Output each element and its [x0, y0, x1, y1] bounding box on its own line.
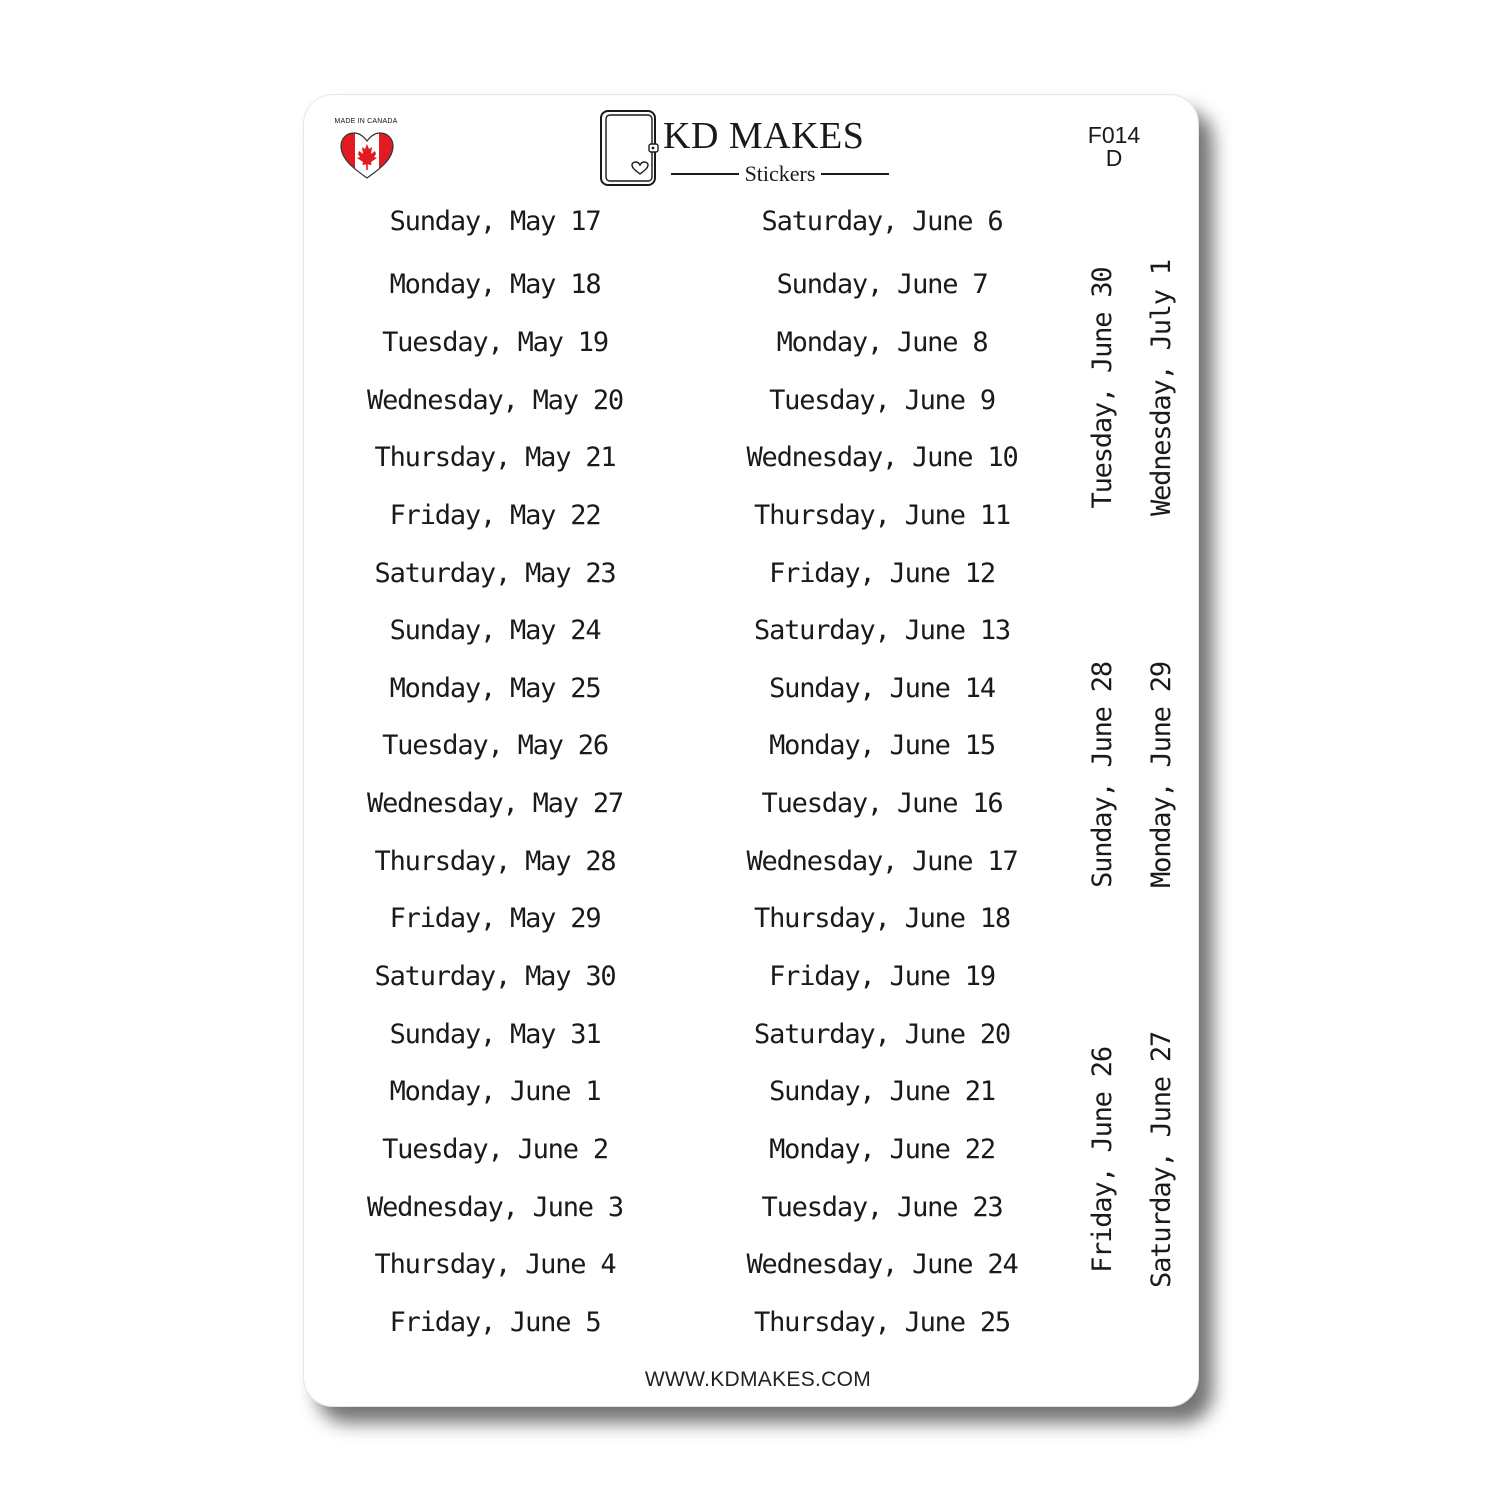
date-sticker: Wednesday, June 10	[746, 442, 1018, 473]
date-sticker: Saturday, June 6	[761, 206, 1003, 237]
date-sticker: Wednesday, June 24	[746, 1249, 1018, 1280]
date-sticker: Monday, June 15	[769, 730, 995, 761]
date-sticker: Friday, June 5	[389, 1307, 601, 1338]
vertical-date-text: Sunday, June 28	[1087, 662, 1118, 888]
sheet-code	[1080, 124, 1148, 170]
date-sticker: Thursday, June 4	[374, 1249, 616, 1280]
sheet-code-line1: F014	[1087, 122, 1141, 148]
date-sticker: Wednesday, May 20	[367, 385, 623, 416]
date-sticker: Sunday, June 7	[776, 269, 988, 300]
logo-rule-right	[821, 173, 889, 175]
website-url: WWW.KDMAKES.COM	[644, 1368, 872, 1391]
date-sticker: Friday, June 19	[769, 961, 995, 992]
date-sticker: Thursday, June 11	[754, 500, 1010, 531]
date-sticker: Sunday, May 17	[389, 206, 601, 237]
made-in-canada-label: MADE IN CANADA	[334, 118, 398, 125]
date-sticker: Thursday, May 21	[374, 442, 616, 473]
made-in-canada-badge	[331, 118, 401, 180]
date-sticker: Tuesday, June 9	[769, 385, 995, 416]
date-sticker: Saturday, June 20	[754, 1019, 1010, 1050]
date-sticker: Thursday, June 25	[754, 1307, 1010, 1338]
date-sticker: Tuesday, May 19	[382, 327, 608, 358]
date-sticker: Saturday, May 23	[374, 558, 616, 589]
canada-heart-flag-icon	[338, 130, 396, 180]
date-sticker: Tuesday, June 2	[382, 1134, 608, 1165]
logo-subtitle	[671, 160, 889, 188]
date-sticker: Wednesday, May 27	[367, 788, 623, 819]
date-sticker: Saturday, May 30	[374, 961, 616, 992]
date-sticker: Friday, June 12	[769, 558, 995, 589]
date-sticker: Sunday, May 31	[389, 1019, 601, 1050]
vertical-date-text: Tuesday, June 30	[1087, 267, 1118, 509]
date-sticker: Wednesday, June 17	[746, 846, 1018, 877]
date-sticker: Saturday, June 13	[754, 615, 1010, 646]
date-sticker: Friday, May 22	[389, 500, 601, 531]
logo-title: KD MAKES	[663, 115, 865, 157]
date-sticker: Sunday, June 14	[769, 673, 995, 704]
vertical-date-text: Friday, June 26	[1087, 1047, 1118, 1273]
date-sticker: Monday, June 8	[776, 327, 988, 358]
date-sticker: Monday, May 18	[389, 269, 601, 300]
vertical-date-text: Saturday, June 27	[1146, 1032, 1177, 1288]
date-sticker: Sunday, May 24	[389, 615, 601, 646]
sheet-code-line2: D	[1105, 145, 1123, 171]
kd-makes-logo	[597, 108, 897, 190]
planner-notebook-icon	[597, 108, 661, 188]
vertical-date-text: Monday, June 29	[1146, 662, 1177, 888]
vertical-date-text: Wednesday, July 1	[1146, 260, 1177, 516]
date-sticker: Thursday, May 28	[374, 846, 616, 877]
date-sticker: Monday, June 1	[389, 1076, 601, 1107]
date-sticker: Tuesday, June 23	[761, 1192, 1003, 1223]
logo-rule-left	[671, 173, 739, 175]
date-sticker: Tuesday, June 16	[761, 788, 1003, 819]
date-sticker: Wednesday, June 3	[367, 1192, 623, 1223]
date-sticker: Thursday, June 18	[754, 903, 1010, 934]
date-sticker: Friday, May 29	[389, 903, 601, 934]
date-sticker: Monday, May 25	[389, 673, 601, 704]
date-sticker: Tuesday, May 26	[382, 730, 608, 761]
logo-subtitle-text: Stickers	[744, 161, 816, 186]
date-sticker: Sunday, June 21	[769, 1076, 995, 1107]
date-sticker: Monday, June 22	[769, 1134, 995, 1165]
